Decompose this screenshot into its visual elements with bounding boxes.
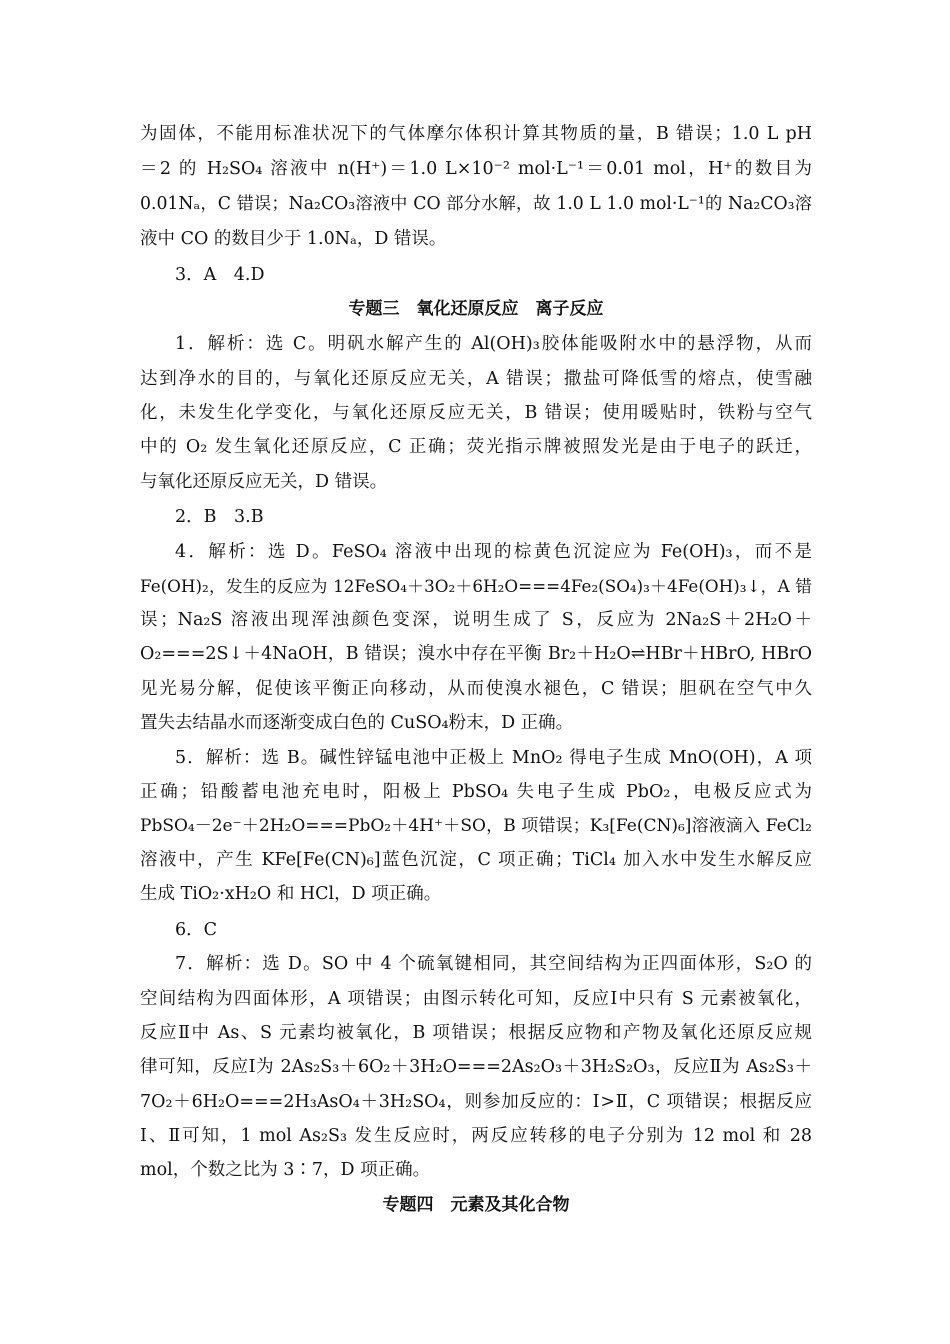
text-line: 7O₂＋6H₂O===2H₃AsO₄＋3H₂SO₄，则参加反应的：Ⅰ>Ⅱ，C 项错误；根据反应 xyxy=(140,1092,812,1112)
text-line: 4．解析：选 D。FeSO₄ 溶液中出现的棕黄色沉淀应为 Fe(OH)₃，而不是 xyxy=(175,542,812,562)
text-line: 液中 CO 的数目少于 1.0Nₐ，D 错误。 xyxy=(140,229,447,249)
text-line: ＝2 的 H₂SO₄ 溶液中 n(H⁺)＝1.0 L×10⁻² mol·L⁻¹＝0.01 mol，H⁺的数目为 xyxy=(140,159,812,179)
text-line: 空间结构为四面体形，A 项错误；由图示转化可知，反应Ⅰ中只有 S 元素被氧化， xyxy=(140,989,812,1009)
text-line: mol，个数之比为 3∶7，D 项正确。 xyxy=(140,1160,431,1180)
text-line: 置失去结晶水而逐渐变成白色的 CuSO₄粉末，D 正确。 xyxy=(140,713,574,733)
text-line: 化，未发生化学变化，与氧化还原反应无关，B 错误；使用暖贴时，铁粉与空气 xyxy=(140,403,812,423)
section-heading: 专题三 氧化还原反应 离子反应 xyxy=(348,299,604,319)
text-line: 正确；铅酸蓄电池充电时，阳极上 PbSO₄ 失电子生成 PbO₂，电极反应式为 xyxy=(140,782,812,802)
text-line: O₂===2S↓＋4NaOH，B 错误；溴水中存在平衡 Br₂＋H₂O⇌HBr＋HBrO, HBrO xyxy=(140,644,812,664)
text-line: 0.01Nₐ，C 错误；Na₂CO₃溶液中 CO 部分水解，故 1.0 L 1.0 mol·L⁻¹的 Na₂CO₃溶 xyxy=(140,194,812,214)
answer-line: 2．B 3.B xyxy=(175,507,264,527)
text-line: 生成 TiO₂·xH₂O 和 HCl，D 项正确。 xyxy=(140,884,442,904)
text-line: 达到净水的目的，与氧化还原反应无关，A 错误；撒盐可降低雪的熔点，使雪融 xyxy=(140,369,812,389)
text-line: 反应Ⅱ中 As、S 元素均被氧化，B 项错误；根据反应物和产物及氧化还原反应规 xyxy=(140,1023,812,1043)
text-line: Ⅰ、Ⅱ可知，1 mol As₂S₃ 发生反应时，两反应转移的电子分别为 12 mol 和 28 xyxy=(140,1126,812,1146)
text-line: 见光易分解，促使该平衡正向移动，从而使溴水褪色，C 错误；胆矾在空气中久 xyxy=(140,679,812,699)
section-heading: 专题四 元素及其化合物 xyxy=(382,1195,570,1215)
answer-line: 6．C xyxy=(175,920,218,940)
text-line: 5．解析：选 B。碱性锌锰电池中正极上 MnO₂ 得电子生成 MnO(OH)，A 项 xyxy=(175,748,812,768)
text-line: 7．解析：选 D。SO 中 4 个硫氧键相同，其空间结构为正四面体形，S₂O 的 xyxy=(175,954,812,974)
text-line: 律可知，反应Ⅰ为 2As₂S₃＋6O₂＋3H₂O===2As₂O₃＋3H₂S₂O₃，反应Ⅱ为 As₂S₃＋ xyxy=(140,1057,812,1077)
text-line: PbSO₄－2e⁻＋2H₂O===PbO₂＋4H⁺＋SO，B 项错误；K₃[Fe(CN)₆]溶液滴入 FeCl₂ xyxy=(140,816,812,836)
text-line: Fe(OH)₂，发生的反应为 12FeSO₄＋3O₂＋6H₂O===4Fe₂(SO₄)₃＋4Fe(OH)₃↓，A 错 xyxy=(140,576,812,596)
text-line: 误；Na₂S 溶液出现浑浊颜色变深，说明生成了 S，反应为 2Na₂S＋2H₂O＋ xyxy=(140,610,812,630)
text-line: 中的 O₂ 发生氧化还原反应，C 正确；荧光指示牌被照发光是由于电子的跃迁， xyxy=(140,437,812,457)
text-line: 为固体，不能用标准状况下的气体摩尔体积计算其物质的量，B 错误；1.0 L pH xyxy=(140,124,812,144)
answer-line: 3．A 4.D xyxy=(175,265,265,285)
text-line: 溶液中，产生 KFe[Fe(CN)₆]蓝色沉淀，C 项正确；TiCl₄ 加入水中发生水解反应 xyxy=(140,850,812,870)
text-line: 1．解析：选 C。明矾水解产生的 Al(OH)₃胶体能吸附水中的悬浮物，从而 xyxy=(175,334,812,354)
text-line: 与氧化还原反应无关，D 错误。 xyxy=(140,472,388,492)
